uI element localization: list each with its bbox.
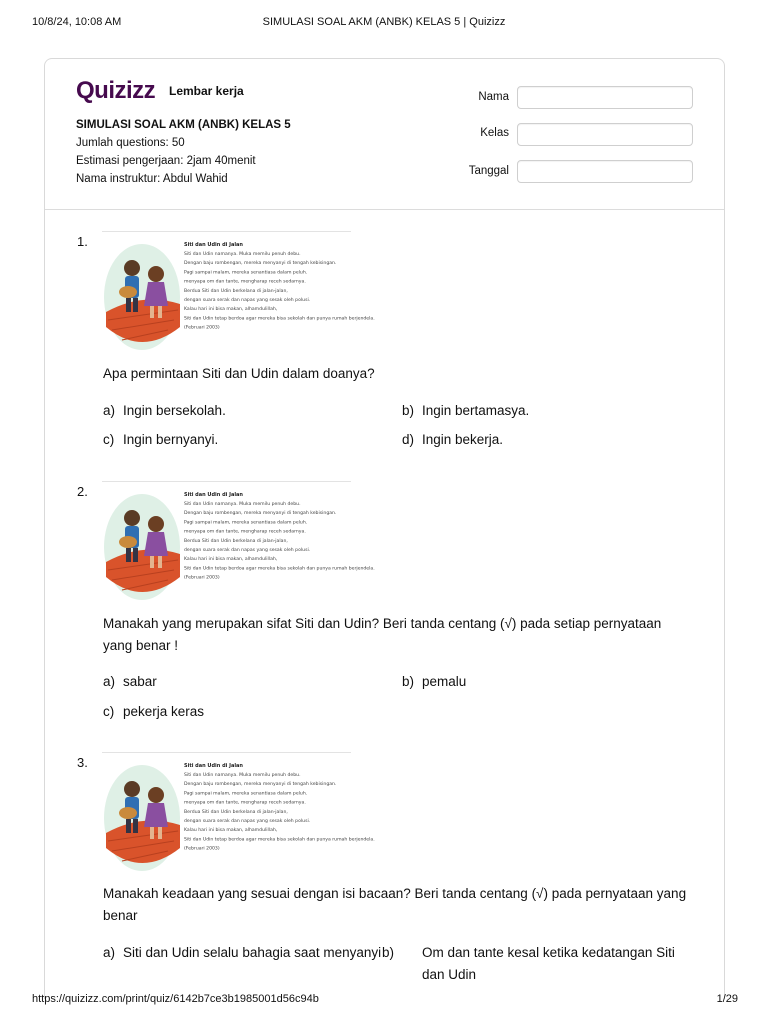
reading-line: (Februari 2003) [184, 575, 220, 581]
option-letter: d) [402, 432, 415, 447]
class-field[interactable] [517, 123, 693, 146]
reading-line: Siti dan Udin namanya. Muka memilu penuh debu. [184, 773, 301, 778]
reading-line: Dengan baju rombengan, mereka menyanyi di tengah kebisingan. [184, 261, 337, 267]
date-label: Tanggal [468, 165, 509, 177]
reading-line: Berdua Siti dan Udin berkelana di jalan-jalan, [184, 288, 288, 294]
instructor-name: Nama instruktur: Abdul Wahid [76, 173, 228, 185]
reading-line: Dengan baju rombengan, mereka menyanyi di tengah kebisingan. [184, 511, 337, 517]
option-letter: c) [103, 432, 115, 447]
print-page-number: 1/29 [716, 993, 738, 1005]
question-text: Manakah keadaan yang sesuai dengan isi bacaan? Beri tanda centang (√) pada pernyataan yang benar [103, 886, 687, 923]
worksheet-sheet [44, 58, 725, 999]
print-url: https://quizizz.com/print/quiz/6142b7ce3b1985001d56c94b [32, 993, 319, 1005]
question-text: Apa permintaan Siti dan Udin dalam doanya? [103, 366, 375, 381]
reading-line: Kalau hari ini bisa makan, alhamdulillah, [184, 828, 278, 834]
reading-line: dengan suara serak dan napas yang sesak oleh polusi. [184, 298, 311, 303]
reading-line: Berdua Siti dan Udin berkelana di jalan-jalan, [184, 809, 288, 815]
option-text: Ingin bekerja. [422, 432, 504, 447]
reading-illustration-graphic [102, 753, 375, 871]
reading-line: menyapa om dan tante, mengharap receh sedarnya. [184, 800, 306, 806]
reading-illustration [102, 481, 375, 600]
option-a[interactable] [103, 400, 226, 422]
reading-illustration-graphic [102, 482, 375, 600]
reading-line: dengan suara serak dan napas yang sesak oleh polusi. [184, 819, 311, 824]
option-b[interactable] [402, 400, 529, 422]
option-text: pekerja keras [123, 704, 205, 719]
reading-line: (Februari 2003) [184, 325, 220, 331]
question-text: Manakah yang merupakan sifat Siti dan Udin? Beri tanda centang (√) pada setiap pernyataan yang benar ! [103, 616, 662, 653]
option-text: sabar [123, 674, 157, 689]
reading-line: Siti dan Udin tetap berdoa agar mereka bisa sekolah dan punya rumah berjendela. [184, 837, 375, 843]
option-letter: b) [382, 945, 395, 960]
option-letter: a) [103, 403, 116, 418]
reading-line: dengan suara serak dan napas yang sesak oleh polusi. [184, 548, 311, 553]
quiz-title: SIMULASI SOAL AKM (ANBK) KELAS 5 [76, 119, 291, 131]
option-text: Om dan tante kesal ketika kedatangan Siti dan Udin [422, 945, 675, 982]
option-b[interactable] [382, 942, 692, 986]
reading-line: Siti dan Udin namanya. Muka memilu penuh debu. [184, 252, 301, 257]
option-text: pemalu [422, 674, 467, 689]
option-letter: a) [103, 674, 116, 689]
option-b[interactable] [402, 671, 466, 693]
reading-line: Siti dan Udin namanya. Muka memilu penuh debu. [184, 502, 301, 507]
class-label: Kelas [480, 127, 509, 139]
reading-line: (Februari 2003) [184, 846, 220, 852]
option-text: Ingin bernyanyi. [123, 432, 219, 447]
option-letter: a) [103, 945, 116, 960]
option-a[interactable] [103, 671, 157, 693]
question-number: 1. [77, 234, 88, 249]
reading-title: Siti dan Udin di Jalan [184, 763, 243, 769]
option-letter: c) [103, 704, 115, 719]
reading-line: Berdua Siti dan Udin berkelana di jalan-jalan, [184, 538, 288, 544]
reading-line: Pagi sampai malam, mereka senantiasa dalam peluh. [184, 520, 308, 526]
questions-count: Jumlah questions: 50 [76, 137, 185, 149]
print-page-title: SIMULASI SOAL AKM (ANBK) KELAS 5 | Quizizz [262, 16, 506, 28]
reading-line: Siti dan Udin tetap berdoa agar mereka bisa sekolah dan punya rumah berjendela. [184, 316, 375, 322]
worksheet-label: Lembar kerja [169, 84, 244, 98]
reading-line: menyapa om dan tante, mengharap receh sedarnya. [184, 529, 306, 535]
option-text: Ingin bertamasya. [422, 403, 530, 418]
worksheet-header [45, 59, 724, 210]
option-text: Ingin bersekolah. [123, 403, 226, 418]
reading-title: Siti dan Udin di Jalan [184, 242, 243, 248]
option-letter: b) [402, 403, 415, 418]
name-field[interactable] [517, 86, 693, 109]
reading-line: Kalau hari ini bisa makan, alhamdulillah, [184, 307, 278, 313]
question-number: 2. [77, 484, 88, 499]
option-text: Siti dan Udin selalu bahagia saat menyanyi [123, 945, 382, 960]
quizizz-logo-mark [76, 77, 164, 103]
reading-line: Dengan baju rombengan, mereka menyanyi di tengah kebisingan. [184, 782, 337, 788]
option-a[interactable] [103, 942, 381, 964]
print-datetime: 10/8/24, 10:08 AM [32, 16, 122, 28]
quizizz-logo [76, 77, 164, 110]
reading-illustration [102, 752, 375, 871]
svg-text:Quizizz: Quizizz [76, 77, 156, 104]
reading-line: menyapa om dan tante, mengharap receh sedarnya. [184, 279, 306, 285]
reading-line: Pagi sampai malam, mereka senantiasa dalam peluh. [184, 791, 308, 797]
reading-illustration [102, 231, 375, 350]
option-c[interactable] [103, 429, 218, 451]
reading-line: Pagi sampai malam, mereka senantiasa dalam peluh. [184, 270, 308, 276]
question-number: 3. [77, 755, 88, 770]
option-letter: b) [402, 674, 415, 689]
reading-title: Siti dan Udin di Jalan [184, 492, 243, 498]
reading-illustration-graphic [102, 232, 375, 350]
date-field[interactable] [517, 160, 693, 183]
time-estimate: Estimasi pengerjaan: 2jam 40menit [76, 155, 256, 167]
reading-line: Kalau hari ini bisa makan, alhamdulillah, [184, 557, 278, 563]
reading-line: Siti dan Udin tetap berdoa agar mereka bisa sekolah dan punya rumah berjendela. [184, 566, 375, 572]
option-c[interactable] [103, 701, 204, 723]
option-d[interactable] [402, 429, 503, 451]
name-label: Nama [478, 91, 509, 103]
